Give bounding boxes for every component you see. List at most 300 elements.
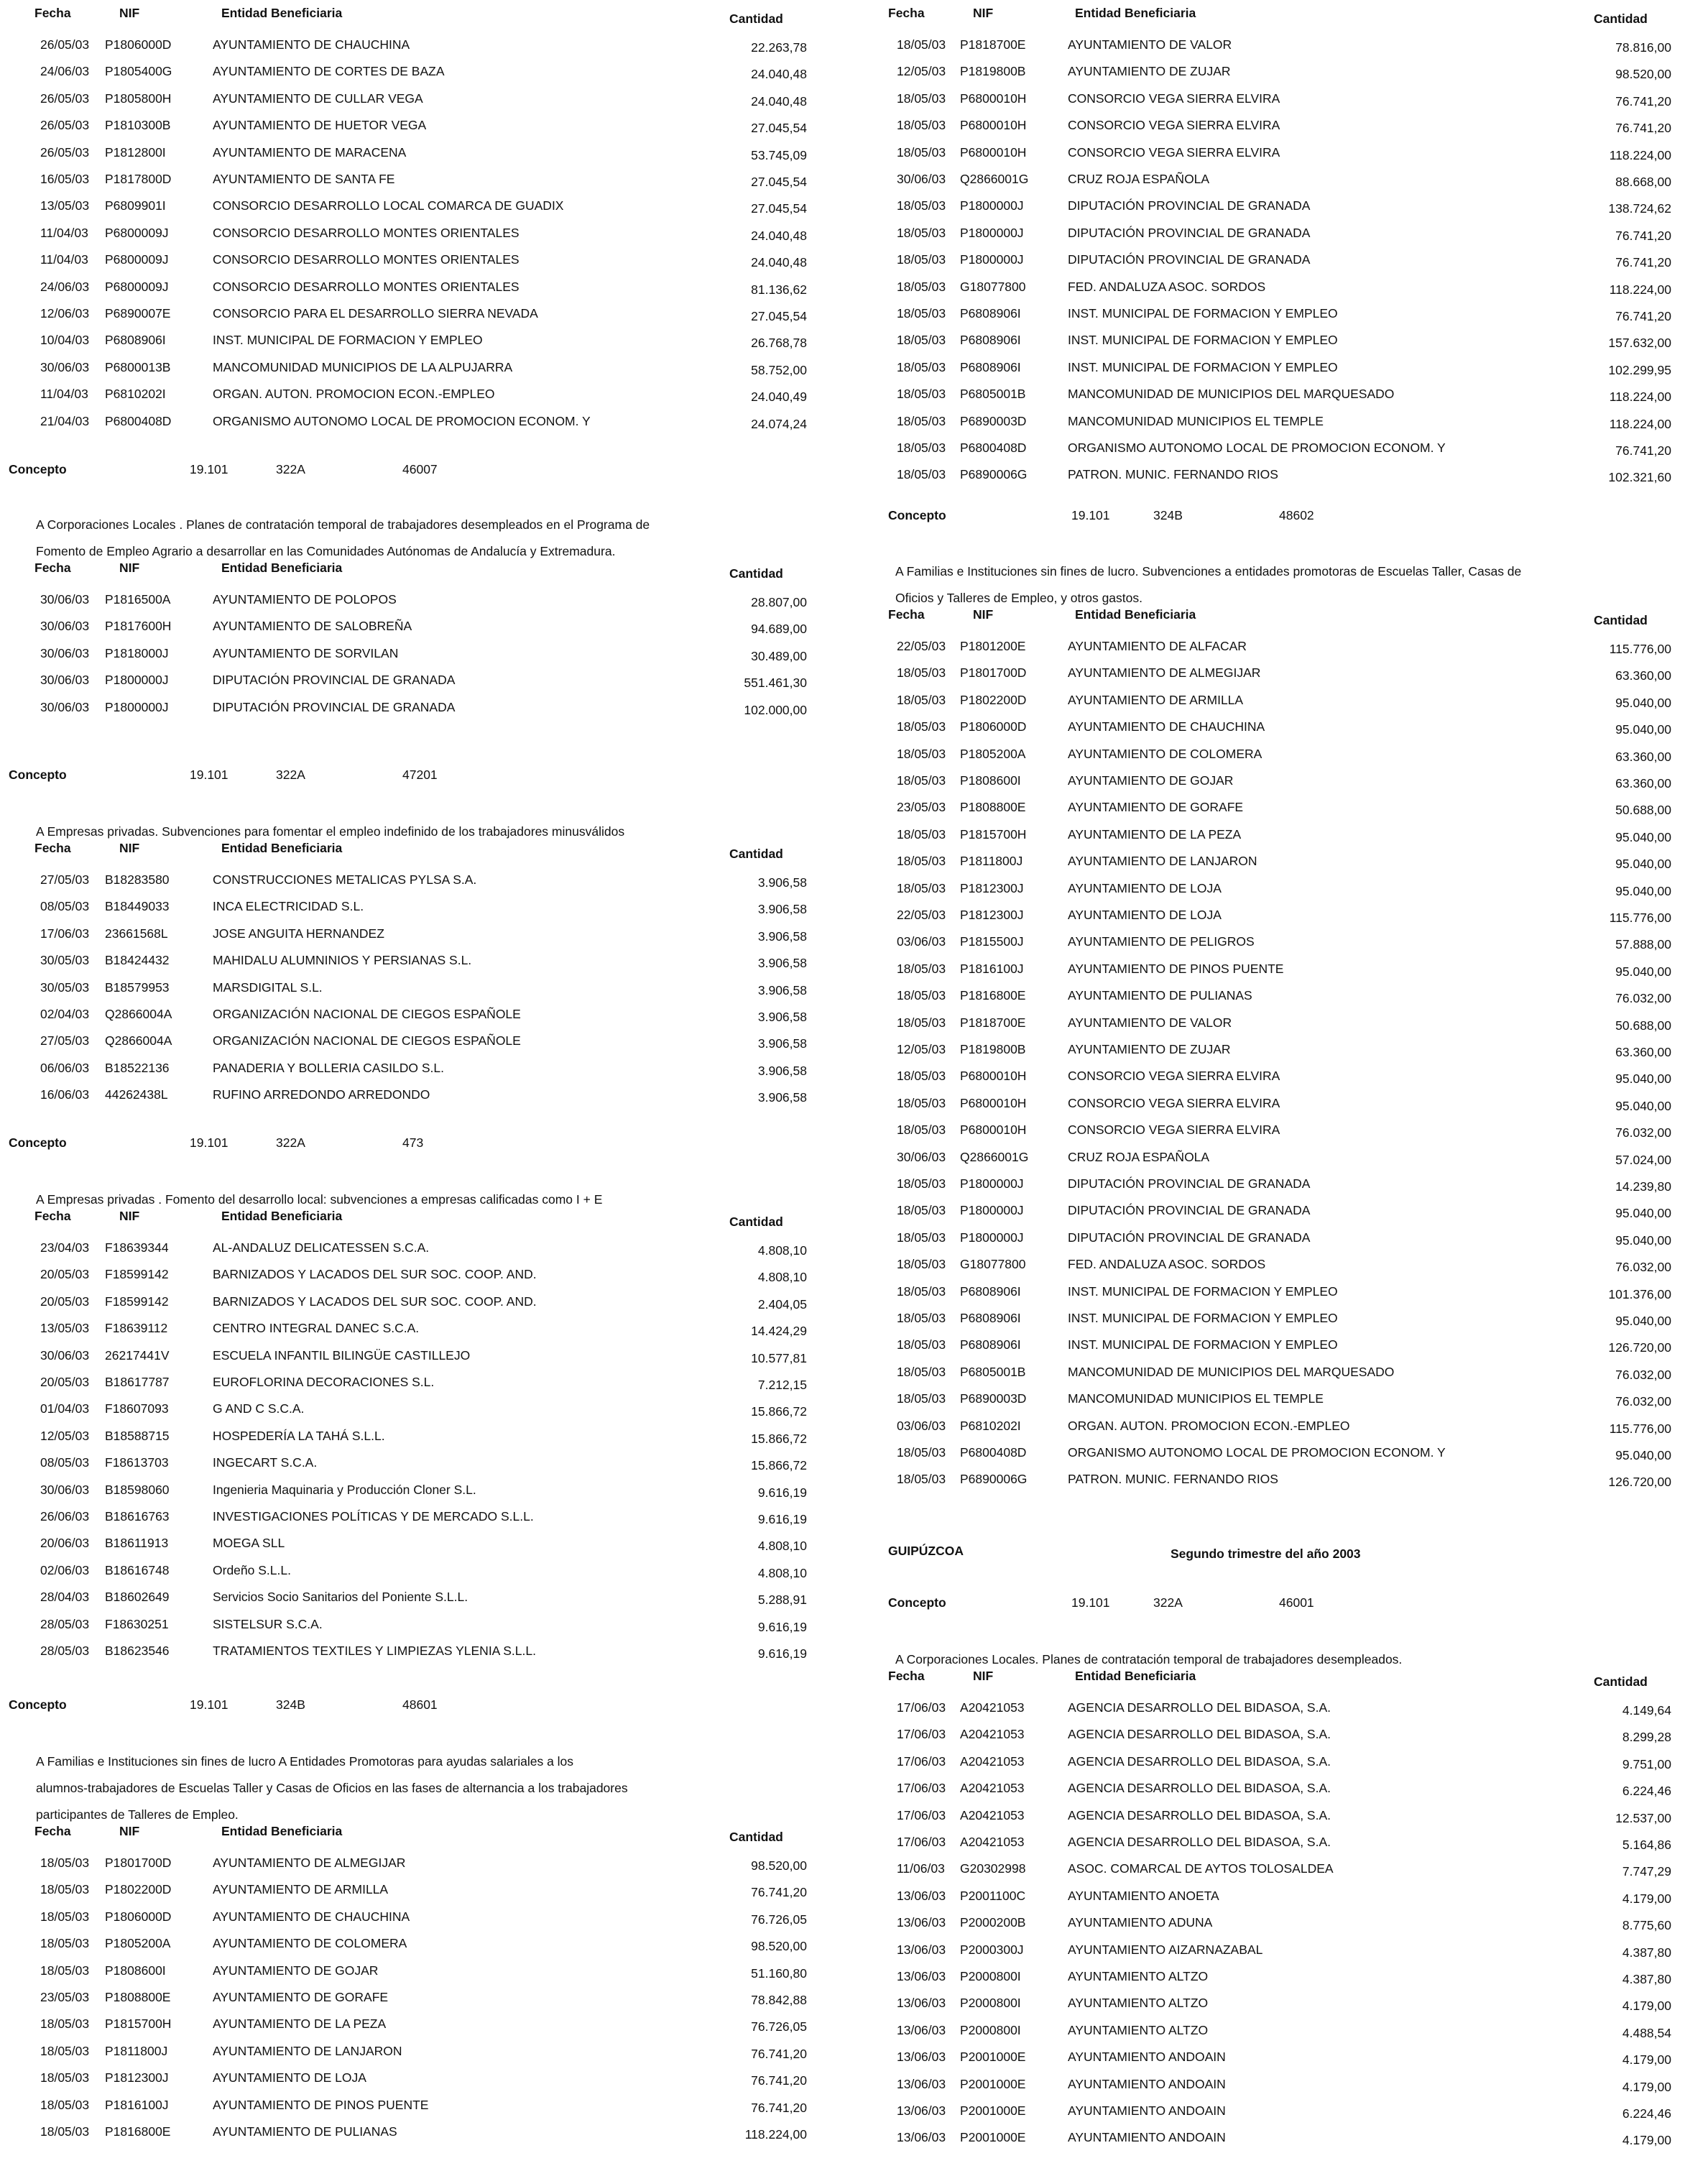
table-row bbox=[854, 1439, 1708, 1466]
table-row bbox=[854, 112, 1708, 139]
row-nif: P6808906I bbox=[960, 333, 1021, 348]
table-row bbox=[854, 1251, 1708, 1278]
row-entidad: DIPUTACIÓN PROVINCIAL DE GRANADA bbox=[1068, 1203, 1311, 1218]
row-nif: P1815700H bbox=[960, 826, 1027, 842]
concepto-code: 19.101 bbox=[190, 1697, 228, 1712]
row-cantidad: 76.741,20 bbox=[751, 2100, 807, 2115]
table-row bbox=[0, 1235, 854, 1261]
row-fecha: 18/05/03 bbox=[897, 1176, 946, 1191]
row-entidad: CENTRO INTEGRAL DANEC S.C.A. bbox=[213, 1321, 420, 1336]
row-fecha: 08/05/03 bbox=[40, 1455, 90, 1470]
table-row bbox=[0, 300, 854, 327]
row-entidad: AYUNTAMIENTO DE ZUJAR bbox=[1068, 64, 1231, 79]
row-fecha: 13/06/03 bbox=[897, 2050, 946, 2065]
table-row bbox=[0, 1342, 854, 1369]
column-header-fecha: Fecha bbox=[888, 1669, 925, 1683]
row-entidad: AGENCIA DESARROLLO DEL BIDASOA, S.A. bbox=[1068, 1700, 1331, 1715]
table-header bbox=[0, 839, 854, 867]
row-cantidad: 95.040,00 bbox=[1615, 1071, 1671, 1087]
concepto-code: 19.101 bbox=[190, 768, 228, 782]
table-row bbox=[0, 1396, 854, 1422]
row-cantidad: 98.520,00 bbox=[751, 1858, 807, 1873]
row-nif: P1818000J bbox=[105, 645, 169, 660]
row-nif: P6805001B bbox=[960, 1364, 1026, 1379]
row-fecha: 18/05/03 bbox=[897, 144, 946, 160]
row-entidad: AYUNTAMIENTO ALTZO bbox=[1068, 1996, 1209, 2011]
row-nif: F18639344 bbox=[105, 1240, 169, 1255]
row-cantidad: 5.164,86 bbox=[1622, 1838, 1671, 1852]
row-nif: P1812300J bbox=[960, 880, 1024, 895]
row-entidad: AYUNTAMIENTO DE PELIGROS bbox=[1068, 934, 1255, 949]
row-nif: P1800000J bbox=[105, 673, 169, 688]
row-entidad: AYUNTAMIENTO ANDOAIN bbox=[1068, 2050, 1226, 2065]
row-fecha: 18/05/03 bbox=[897, 988, 946, 1003]
row-entidad: AYUNTAMIENTO ADUNA bbox=[1068, 1915, 1213, 1930]
row-nif: P1819800B bbox=[960, 64, 1026, 79]
row-fecha: 18/05/03 bbox=[897, 252, 946, 267]
row-fecha: 20/05/03 bbox=[40, 1267, 90, 1282]
row-fecha: 28/05/03 bbox=[40, 1644, 90, 1658]
table-row bbox=[0, 1984, 854, 2011]
row-cantidad: 76.032,00 bbox=[1615, 1394, 1671, 1409]
row-nif: P6890003D bbox=[960, 1391, 1027, 1406]
row-cantidad: 24.074,24 bbox=[751, 416, 807, 431]
table-row bbox=[854, 875, 1708, 902]
table-row bbox=[854, 1937, 1708, 1963]
column-header-fecha: Fecha bbox=[34, 1209, 71, 1223]
row-nif: P6808906I bbox=[960, 1283, 1021, 1299]
table-row bbox=[854, 1963, 1708, 1990]
concepto-label: Concepto bbox=[888, 508, 946, 522]
row-entidad: AYUNTAMIENTO DE SORVILAN bbox=[213, 645, 399, 660]
row-fecha: 13/05/03 bbox=[40, 1321, 90, 1336]
row-entidad: DIPUTACIÓN PROVINCIAL DE GRANADA bbox=[1068, 198, 1311, 213]
row-entidad: AYUNTAMIENTO DE LA PEZA bbox=[1068, 826, 1242, 842]
row-nif: P1800000J bbox=[960, 1176, 1024, 1191]
row-fecha: 13/06/03 bbox=[897, 2103, 946, 2118]
row-cantidad: 81.136,62 bbox=[751, 282, 807, 297]
row-cantidad: 8.775,60 bbox=[1622, 1918, 1671, 1933]
table-row bbox=[854, 1909, 1708, 1936]
row-fecha: 13/06/03 bbox=[897, 1942, 946, 1957]
column-header-nif: NIF bbox=[119, 1209, 140, 1223]
row-cantidad: 76.741,20 bbox=[1615, 443, 1671, 458]
table-row bbox=[0, 2065, 854, 2091]
row-fecha: 02/06/03 bbox=[40, 1562, 90, 1577]
row-entidad: AYUNTAMIENTO DE GOJAR bbox=[213, 1963, 379, 1978]
row-entidad: AYUNTAMIENTO ANOETA bbox=[1068, 1888, 1219, 1903]
table-row bbox=[0, 274, 854, 300]
row-fecha: 18/05/03 bbox=[897, 333, 946, 348]
row-entidad: MARSDIGITAL S.L. bbox=[213, 980, 323, 995]
column-header-cantidad: Cantidad bbox=[1594, 613, 1648, 627]
row-nif: P2001000E bbox=[960, 2103, 1026, 2118]
row-cantidad: 95.040,00 bbox=[1615, 1098, 1671, 1113]
table-row bbox=[0, 193, 854, 219]
section-description: A Empresas privadas. Subvenciones para fomentar el empleo indefinido de los trabajadores minusválidos bbox=[36, 824, 625, 839]
row-nif: P6800010H bbox=[960, 1123, 1027, 1138]
row-nif: B18598060 bbox=[105, 1482, 170, 1497]
row-fecha: 22/05/03 bbox=[897, 639, 946, 653]
table-row bbox=[854, 166, 1708, 193]
row-nif: P6800013B bbox=[105, 359, 171, 374]
row-fecha: 18/05/03 bbox=[897, 1445, 946, 1460]
section-description: A Corporaciones Locales. Planes de contratación temporal de trabajadores desempleados. bbox=[895, 1652, 1403, 1667]
row-fecha: 18/05/03 bbox=[897, 413, 946, 428]
row-cantidad: 14.239,80 bbox=[1615, 1179, 1671, 1194]
table-row bbox=[0, 246, 854, 273]
row-fecha: 13/06/03 bbox=[897, 1969, 946, 1983]
row-entidad: AYUNTAMIENTO DE ARMILLA bbox=[1068, 692, 1244, 707]
row-cantidad: 4.387,80 bbox=[1622, 1945, 1671, 1960]
table-row bbox=[854, 246, 1708, 273]
row-cantidad: 4.179,00 bbox=[1622, 2133, 1671, 2148]
row-nif: P1805800H bbox=[105, 91, 172, 106]
table-row bbox=[854, 1748, 1708, 1775]
row-fecha: 11/04/03 bbox=[40, 387, 88, 402]
row-entidad: CONSORCIO DESARROLLO LOCAL COMARCA DE GUADIX bbox=[213, 198, 564, 213]
row-nif: P1801700D bbox=[960, 665, 1027, 681]
row-entidad: AL-ANDALUZ DELICATESSEN S.C.A. bbox=[213, 1240, 430, 1255]
row-nif: P6808906I bbox=[960, 359, 1021, 374]
row-fecha: 18/05/03 bbox=[40, 1909, 90, 1924]
concepto-code: 19.101 bbox=[1071, 1595, 1110, 1610]
table-row bbox=[854, 2017, 1708, 2044]
column-header-fecha: Fecha bbox=[34, 6, 71, 20]
concepto-label: Concepto bbox=[888, 1595, 946, 1610]
row-fecha: 12/05/03 bbox=[897, 1042, 946, 1056]
row-fecha: 18/05/03 bbox=[897, 1095, 946, 1110]
row-cantidad: 102.000,00 bbox=[744, 702, 807, 717]
row-nif: P1800000J bbox=[105, 699, 169, 714]
row-nif: P6800010H bbox=[960, 1069, 1027, 1084]
row-nif: G20302998 bbox=[960, 1861, 1026, 1876]
row-entidad: CONSORCIO PARA EL DESARROLLO SIERRA NEVADA bbox=[213, 306, 538, 321]
row-entidad: CONSORCIO VEGA SIERRA ELVIRA bbox=[1068, 1095, 1280, 1110]
row-nif: P6800408D bbox=[960, 441, 1027, 455]
row-nif: P6890003D bbox=[960, 413, 1027, 428]
row-entidad: CONSORCIO VEGA SIERRA ELVIRA bbox=[1068, 118, 1280, 133]
row-nif: B18602649 bbox=[105, 1590, 170, 1605]
table-row bbox=[854, 2098, 1708, 2124]
row-fecha: 11/04/03 bbox=[40, 225, 88, 240]
row-nif: P1808800E bbox=[105, 1990, 171, 2004]
table-row bbox=[0, 1503, 854, 1530]
row-fecha: 18/05/03 bbox=[897, 961, 946, 976]
row-fecha: 18/05/03 bbox=[897, 1364, 946, 1379]
row-cantidad: 76.726,05 bbox=[751, 1912, 807, 1927]
table-header bbox=[0, 1822, 854, 1850]
concepto-label: Concepto bbox=[9, 1135, 67, 1150]
row-cantidad: 50.688,00 bbox=[1615, 803, 1671, 818]
row-nif: P1816800E bbox=[960, 988, 1026, 1003]
row-cantidad: 7.747,29 bbox=[1622, 1864, 1671, 1879]
row-entidad: AYUNTAMIENTO ANDOAIN bbox=[1068, 2130, 1226, 2145]
row-cantidad: 9.616,19 bbox=[757, 1485, 807, 1500]
row-cantidad: 3.906,58 bbox=[757, 982, 807, 997]
table-row bbox=[0, 1530, 854, 1557]
row-fecha: 30/06/03 bbox=[40, 699, 90, 714]
row-fecha: 30/06/03 bbox=[40, 1482, 90, 1497]
row-cantidad: 95.040,00 bbox=[1615, 722, 1671, 737]
section-description: A Familias e Instituciones sin fines de lucro. Subvenciones a entidades promotoras de Escuelas Taller, Casas de bbox=[895, 564, 1522, 579]
row-entidad: AYUNTAMIENTO DE LOJA bbox=[1068, 908, 1222, 922]
table-row bbox=[0, 694, 854, 721]
column-header-fecha: Fecha bbox=[888, 6, 925, 20]
row-fecha: 24/06/03 bbox=[40, 64, 90, 79]
row-nif: P1812300J bbox=[960, 908, 1024, 922]
table-row bbox=[0, 32, 854, 58]
row-entidad: CONSORCIO DESARROLLO MONTES ORIENTALES bbox=[213, 225, 520, 240]
row-entidad: INST. MUNICIPAL DE FORMACION Y EMPLEO bbox=[1068, 333, 1338, 348]
row-entidad: AGENCIA DESARROLLO DEL BIDASOA, S.A. bbox=[1068, 1835, 1331, 1849]
row-cantidad: 101.376,00 bbox=[1608, 1286, 1671, 1301]
row-entidad: MAHIDALU ALUMNINIOS Y PERSIANAS S.L. bbox=[213, 953, 472, 968]
row-entidad: INST. MUNICIPAL DE FORMACION Y EMPLEO bbox=[1068, 306, 1338, 321]
concepto-code: 19.101 bbox=[1071, 508, 1110, 522]
column-header-cantidad: Cantidad bbox=[729, 847, 783, 861]
table-row bbox=[854, 32, 1708, 58]
row-nif: A20421053 bbox=[960, 1835, 1025, 1849]
row-entidad: HOSPEDERÍA LA TAHÁ S.L.L. bbox=[213, 1428, 385, 1443]
row-fecha: 20/05/03 bbox=[40, 1375, 90, 1389]
row-entidad: ORGAN. AUTON. PROMOCION ECON.-EMPLEO bbox=[213, 387, 495, 402]
row-entidad: INST. MUNICIPAL DE FORMACION Y EMPLEO bbox=[1068, 359, 1338, 374]
row-nif: P1812800I bbox=[105, 144, 166, 160]
row-cantidad: 76.032,00 bbox=[1615, 991, 1671, 1006]
concepto-program: 322A bbox=[276, 1135, 305, 1150]
row-entidad: AYUNTAMIENTO DE POLOPOS bbox=[213, 592, 397, 607]
row-entidad: AYUNTAMIENTO DE LA PEZA bbox=[213, 2016, 387, 2032]
table-row bbox=[854, 1856, 1708, 1882]
row-cantidad: 115.776,00 bbox=[1609, 911, 1671, 925]
row-cantidad: 76.741,20 bbox=[1615, 93, 1671, 109]
section-description: A Familias e Instituciones sin fines de lucro A Entidades Promotoras para ayudas salariales a los bbox=[36, 1754, 574, 1769]
table-row bbox=[854, 354, 1708, 381]
table-row bbox=[854, 1332, 1708, 1358]
row-entidad: AYUNTAMIENTO DE PULIANAS bbox=[1068, 988, 1252, 1003]
row-entidad: DIPUTACIÓN PROVINCIAL DE GRANADA bbox=[1068, 225, 1311, 240]
row-fecha: 12/05/03 bbox=[40, 1428, 90, 1443]
concepto-label: Concepto bbox=[9, 1697, 67, 1712]
row-nif: P1806000D bbox=[105, 37, 172, 52]
row-fecha: 13/06/03 bbox=[897, 2022, 946, 2037]
table-row bbox=[854, 300, 1708, 327]
column-header-nif: NIF bbox=[973, 1669, 994, 1683]
table-row bbox=[854, 1171, 1708, 1197]
row-entidad: AYUNTAMIENTO DE CHAUCHINA bbox=[213, 1909, 410, 1924]
table-header bbox=[0, 4, 854, 32]
row-entidad: DIPUTACIÓN PROVINCIAL DE GRANADA bbox=[213, 673, 456, 688]
row-fecha: 18/05/03 bbox=[40, 2016, 90, 2032]
row-entidad: AYUNTAMIENTO DE LOJA bbox=[1068, 880, 1222, 895]
row-entidad: SISTELSUR S.C.A. bbox=[213, 1616, 323, 1631]
row-entidad: AYUNTAMIENTO DE GORAFE bbox=[213, 1990, 389, 2004]
row-nif: P6890006G bbox=[960, 1472, 1028, 1487]
row-fecha: 17/06/03 bbox=[897, 1753, 946, 1769]
concepto-program: 322A bbox=[276, 768, 305, 782]
column-header-entidad: Entidad Beneficiaria bbox=[1075, 6, 1196, 20]
column-header-entidad: Entidad Beneficiaria bbox=[221, 561, 343, 575]
table-row bbox=[0, 166, 854, 193]
row-cantidad: 76.741,20 bbox=[1615, 309, 1671, 323]
table-row bbox=[854, 1010, 1708, 1036]
row-fecha: 18/05/03 bbox=[897, 441, 946, 455]
row-fecha: 18/05/03 bbox=[40, 2070, 90, 2085]
table-row bbox=[854, 1883, 1708, 1909]
row-nif: P2000800I bbox=[960, 2022, 1021, 2037]
row-nif: F18613703 bbox=[105, 1455, 169, 1470]
table-row bbox=[854, 408, 1708, 435]
row-entidad: PANADERIA Y BOLLERIA CASILDO S.L. bbox=[213, 1060, 444, 1075]
concepto-line bbox=[0, 1135, 854, 1163]
row-fecha: 08/05/03 bbox=[40, 899, 90, 914]
row-entidad: AYUNTAMIENTO DE SALOBREÑA bbox=[213, 619, 412, 634]
column-header-cantidad: Cantidad bbox=[1594, 11, 1648, 26]
row-fecha: 18/05/03 bbox=[897, 118, 946, 133]
row-cantidad: 95.040,00 bbox=[1615, 829, 1671, 844]
row-cantidad: 28.807,00 bbox=[751, 595, 807, 609]
column-header-cantidad: Cantidad bbox=[1594, 1674, 1648, 1689]
table-row bbox=[0, 1638, 854, 1664]
row-cantidad: 76.726,05 bbox=[751, 2019, 807, 2034]
row-entidad: AYUNTAMIENTO DE CORTES DE BAZA bbox=[213, 64, 445, 79]
row-nif: F18599142 bbox=[105, 1294, 169, 1309]
row-entidad: AYUNTAMIENTO DE PINOS PUENTE bbox=[1068, 961, 1284, 976]
table-row bbox=[854, 633, 1708, 660]
row-fecha: 27/05/03 bbox=[40, 872, 90, 887]
column-header-entidad: Entidad Beneficiaria bbox=[221, 841, 343, 855]
row-entidad: CONSORCIO VEGA SIERRA ELVIRA bbox=[1068, 1123, 1280, 1138]
row-fecha: 17/06/03 bbox=[897, 1781, 946, 1796]
row-cantidad: 27.045,54 bbox=[751, 175, 807, 189]
table-row bbox=[0, 1557, 854, 1584]
row-fecha: 18/05/03 bbox=[897, 854, 946, 869]
row-cantidad: 95.040,00 bbox=[1615, 1206, 1671, 1221]
row-nif: P1808800E bbox=[960, 800, 1026, 815]
section-description: Oficios y Talleres de Empleo, y otros gastos. bbox=[895, 591, 1142, 605]
row-cantidad: 63.360,00 bbox=[1615, 749, 1671, 764]
row-nif: P2001000E bbox=[960, 2130, 1026, 2145]
row-fecha: 27/05/03 bbox=[40, 1033, 90, 1048]
row-nif: B18424432 bbox=[105, 953, 170, 968]
row-cantidad: 5.288,91 bbox=[757, 1592, 807, 1608]
row-cantidad: 157.632,00 bbox=[1608, 336, 1671, 351]
table-row bbox=[854, 1721, 1708, 1748]
row-entidad: PATRON. MUNIC. FERNANDO RIOS bbox=[1068, 467, 1278, 482]
row-entidad: CONSORCIO DESARROLLO MONTES ORIENTALES bbox=[213, 252, 520, 267]
row-fecha: 17/06/03 bbox=[897, 1807, 946, 1822]
row-fecha: 13/06/03 bbox=[897, 1888, 946, 1903]
row-cantidad: 26.768,78 bbox=[751, 336, 807, 351]
row-cantidad: 15.866,72 bbox=[751, 1404, 807, 1419]
table-row bbox=[854, 1359, 1708, 1386]
table-row bbox=[0, 893, 854, 920]
row-cantidad: 95.040,00 bbox=[1615, 1448, 1671, 1462]
concepto-program: 322A bbox=[1153, 1595, 1183, 1610]
row-cantidad: 4.149,64 bbox=[1622, 1703, 1671, 1718]
province-name: GUIPÚZCOA bbox=[888, 1544, 964, 1558]
row-entidad: CRUZ ROJA ESPAÑOLA bbox=[1068, 1149, 1210, 1164]
row-nif: P1800000J bbox=[960, 1203, 1024, 1218]
row-fecha: 12/05/03 bbox=[897, 64, 946, 79]
row-fecha: 12/06/03 bbox=[40, 306, 90, 321]
row-entidad: MANCOMUNIDAD DE MUNICIPIOS DEL MARQUESADO bbox=[1068, 1364, 1395, 1379]
row-cantidad: 115.776,00 bbox=[1609, 642, 1671, 656]
row-fecha: 11/06/03 bbox=[897, 1861, 945, 1876]
row-entidad: ORGANIZACIÓN NACIONAL DE CIEGOS ESPAÑOLE bbox=[213, 1033, 521, 1048]
row-nif: P1802200D bbox=[105, 1882, 172, 1897]
table-row bbox=[0, 86, 854, 112]
row-cantidad: 6.224,46 bbox=[1622, 2106, 1671, 2121]
row-entidad: RUFINO ARREDONDO ARREDONDO bbox=[213, 1087, 430, 1102]
row-cantidad: 4.179,00 bbox=[1622, 2052, 1671, 2068]
table-row bbox=[0, 1315, 854, 1342]
row-nif: P1808600I bbox=[960, 773, 1021, 788]
concepto-article: 48602 bbox=[1279, 508, 1314, 522]
row-entidad: MANCOMUNIDAD MUNICIPIOS DE LA ALPUJARRA bbox=[213, 359, 513, 374]
row-fecha: 26/05/03 bbox=[40, 37, 90, 52]
table-row bbox=[854, 274, 1708, 300]
row-nif: P6800009J bbox=[105, 225, 169, 240]
row-cantidad: 24.040,49 bbox=[751, 390, 807, 405]
row-fecha: 18/05/03 bbox=[897, 1123, 946, 1138]
row-entidad: Ordeño S.L.L. bbox=[213, 1562, 291, 1577]
row-cantidad: 118.224,00 bbox=[1609, 282, 1671, 297]
row-entidad: AYUNTAMIENTO DE GOJAR bbox=[1068, 773, 1234, 788]
table-row bbox=[0, 1904, 854, 1930]
table-row bbox=[0, 1958, 854, 1984]
row-fecha: 02/04/03 bbox=[40, 1007, 90, 1021]
row-fecha: 13/06/03 bbox=[897, 1996, 946, 2011]
table-header bbox=[0, 559, 854, 586]
table-header bbox=[854, 606, 1708, 633]
row-nif: P1808600I bbox=[105, 1963, 166, 1978]
row-nif: P6800009J bbox=[105, 279, 169, 294]
row-entidad: CONSORCIO DESARROLLO MONTES ORIENTALES bbox=[213, 279, 520, 294]
row-cantidad: 4.488,54 bbox=[1622, 2025, 1671, 2040]
row-nif: P1817600H bbox=[105, 619, 172, 634]
row-cantidad: 95.040,00 bbox=[1615, 1232, 1671, 1248]
table-row bbox=[854, 1278, 1708, 1305]
row-entidad: CRUZ ROJA ESPAÑOLA bbox=[1068, 172, 1210, 186]
row-entidad: AYUNTAMIENTO ANDOAIN bbox=[1068, 2103, 1226, 2118]
row-cantidad: 126.720,00 bbox=[1608, 1340, 1671, 1355]
row-fecha: 11/04/03 bbox=[40, 252, 88, 267]
row-fecha: 18/05/03 bbox=[897, 1337, 946, 1352]
table-row bbox=[854, 461, 1708, 488]
row-cantidad: 3.906,58 bbox=[757, 1063, 807, 1078]
row-cantidad: 4.387,80 bbox=[1622, 1972, 1671, 1986]
row-cantidad: 22.263,78 bbox=[751, 40, 807, 55]
table-header bbox=[854, 1667, 1708, 1695]
row-entidad: AYUNTAMIENTO DE LANJARON bbox=[1068, 854, 1257, 869]
row-entidad: FED. ANDALUZA ASOC. SORDOS bbox=[1068, 279, 1266, 294]
row-cantidad: 4.808,10 bbox=[757, 1539, 807, 1554]
row-nif: P6810202I bbox=[960, 1418, 1021, 1433]
row-cantidad: 4.808,10 bbox=[757, 1243, 807, 1258]
row-nif: P6800009J bbox=[105, 252, 169, 267]
table-row bbox=[0, 58, 854, 85]
row-nif: A20421053 bbox=[960, 1727, 1025, 1742]
row-entidad: INST. MUNICIPAL DE FORMACION Y EMPLEO bbox=[1068, 1283, 1338, 1299]
row-nif: B18579953 bbox=[105, 980, 170, 995]
row-entidad: CONSORCIO VEGA SIERRA ELVIRA bbox=[1068, 144, 1280, 160]
row-entidad: INVESTIGACIONES POLÍTICAS Y DE MERCADO S.L.L. bbox=[213, 1509, 534, 1524]
table-row bbox=[854, 220, 1708, 246]
row-cantidad: 12.537,00 bbox=[1615, 1810, 1671, 1825]
row-fecha: 18/05/03 bbox=[897, 387, 946, 402]
